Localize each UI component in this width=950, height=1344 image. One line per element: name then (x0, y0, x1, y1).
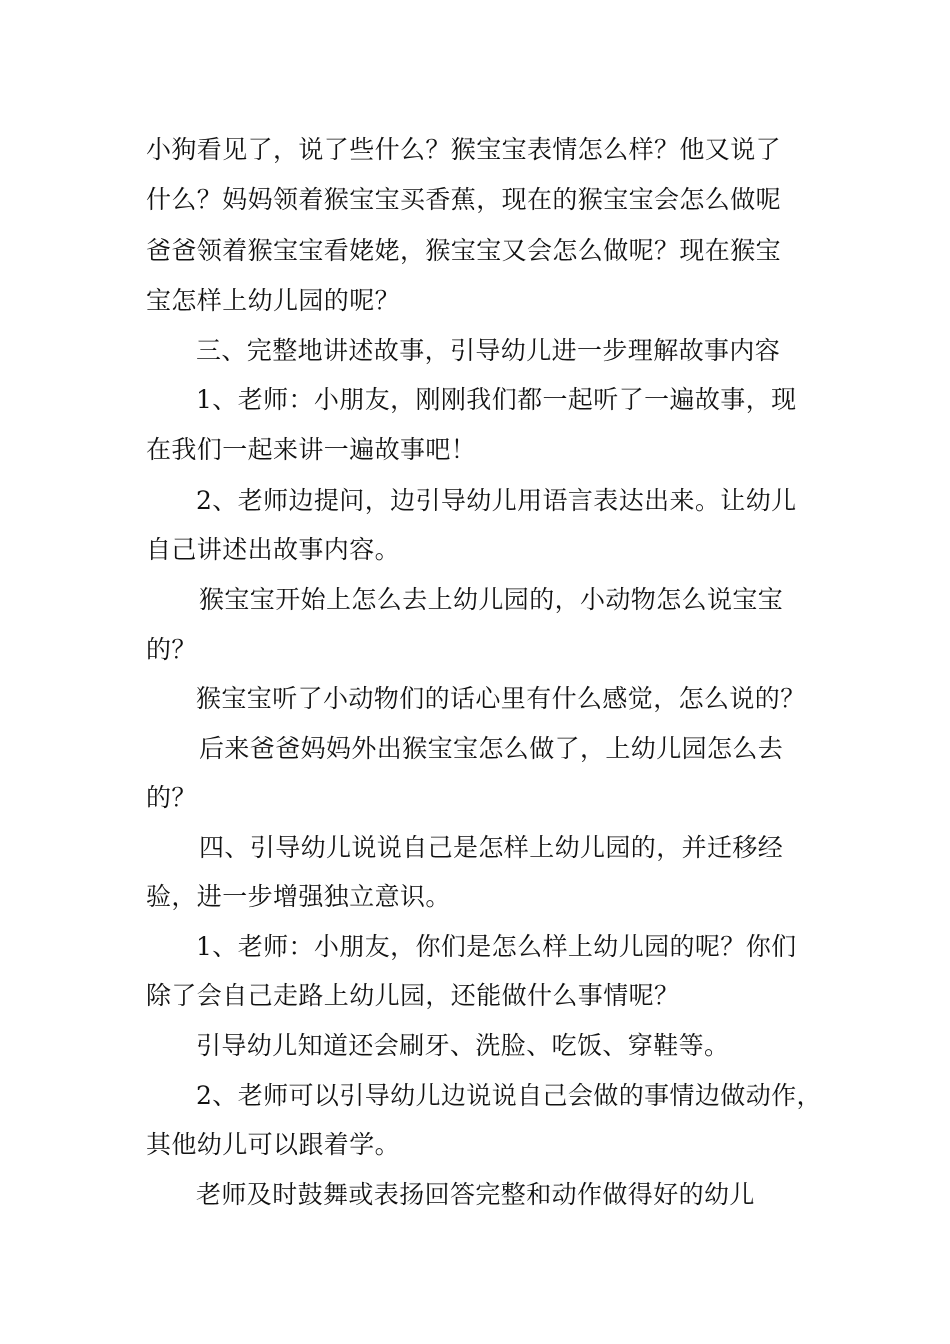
text-line: 除了会自己走路上幼儿园，还能做什么事情呢？ (146, 981, 680, 1010)
text-line: 猴宝宝开始上怎么去上幼儿园的，小动物怎么说宝宝 (199, 585, 784, 614)
text-line: 1、老师：小朋友，你们是怎么样上幼儿园的呢？你们 (196, 932, 797, 961)
section-heading: 四、引导幼儿说说自己是怎样上幼儿园的，并迁移经 (199, 833, 784, 862)
text-line: 的？ (146, 783, 197, 812)
text-line: 爸爸领着猴宝宝看姥姥，猴宝宝又会怎么做呢？现在猴宝 (146, 236, 782, 265)
text-line: 猴宝宝听了小动物们的话心里有什么感觉，怎么说的？ (196, 684, 806, 713)
text-line: 老师及时鼓舞或表扬回答完整和动作做得好的幼儿 (196, 1180, 755, 1209)
text-line: 在我们一起来讲一遍故事吧！ (146, 435, 477, 464)
text-line: 2、老师可以引导幼儿边说说自己会做的事情边做动作， (196, 1081, 822, 1110)
text-line: 其他幼儿可以跟着学。 (146, 1130, 401, 1159)
text-line: 小狗看见了，说了些什么？猴宝宝表情怎么样？他又说了 (146, 135, 782, 164)
text-line: 验，进一步增强独立意识。 (146, 882, 451, 911)
text-line: 什么？妈妈领着猴宝宝买香蕉，现在的猴宝宝会怎么做呢 (146, 185, 782, 214)
text-line: 后来爸爸妈妈外出猴宝宝怎么做了，上幼儿园怎么去 (199, 734, 784, 763)
text-line: 1、老师：小朋友，刚刚我们都一起听了一遍故事，现 (196, 385, 797, 414)
text-line: 自己讲述出故事内容。 (146, 535, 401, 564)
text-line: 引导幼儿知道还会刷牙、洗脸、吃饭、穿鞋等。 (196, 1031, 730, 1060)
text-line: 的？ (146, 635, 197, 664)
text-line: 2、老师边提问，边引导幼儿用语言表达出来。让幼儿 (196, 486, 797, 515)
section-heading: 三、完整地讲述故事，引导幼儿进一步理解故事内容 (196, 336, 781, 365)
text-line: 宝怎样上幼儿园的呢？ (146, 286, 401, 315)
